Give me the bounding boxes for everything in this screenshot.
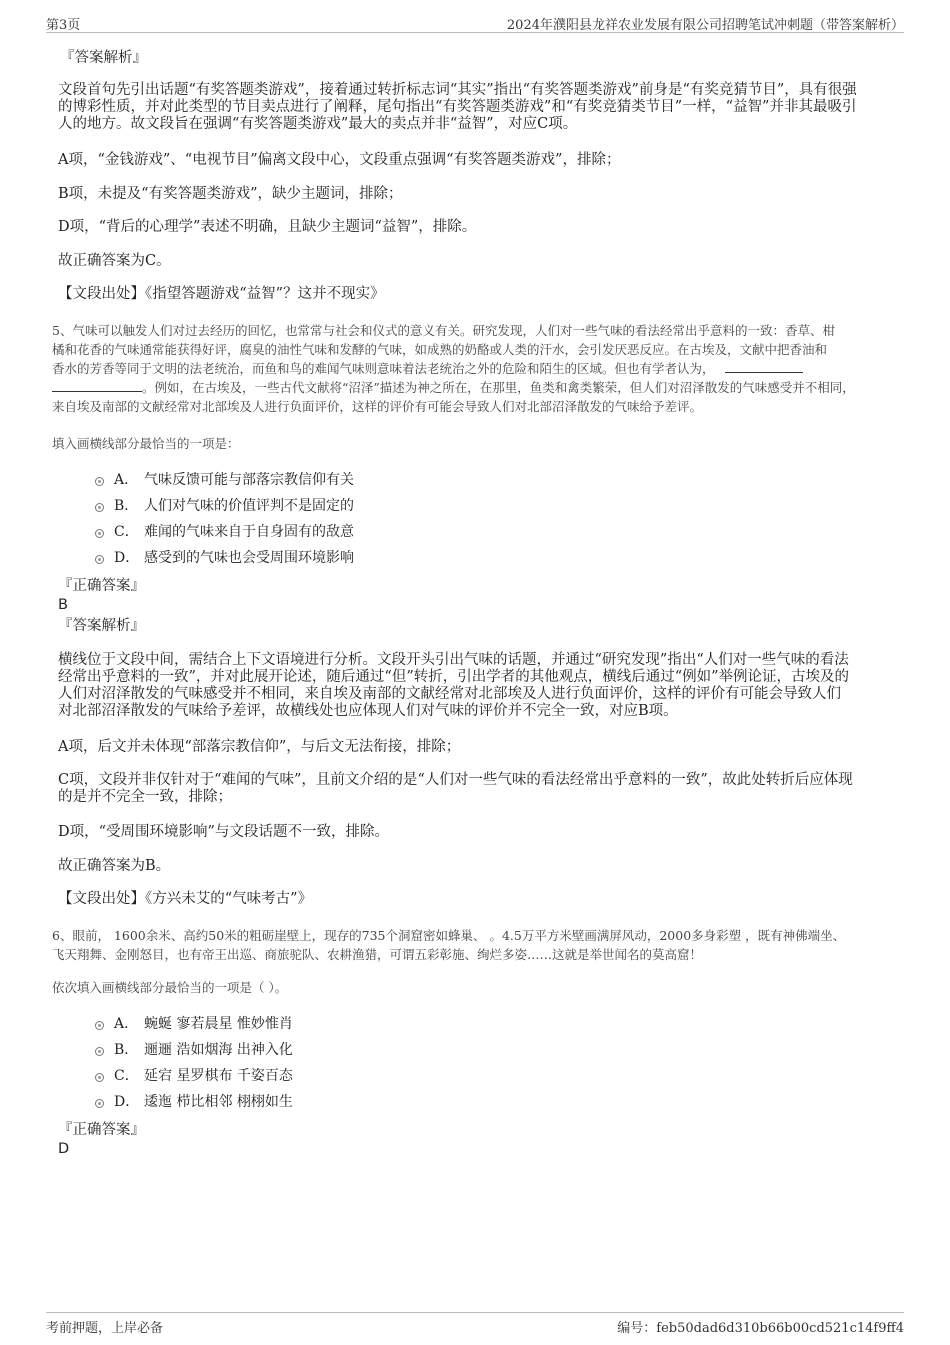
text-line: 的博彩性质，并对此类型的节目卖点进行了阐释，尾句指出“有奖答题类游戏”和“有奖竞猜类节目”一样，“益智”并非其最吸引 bbox=[58, 99, 857, 115]
fill-blank bbox=[52, 379, 142, 392]
fill-blank bbox=[725, 360, 803, 373]
footer-slogan: 考前押题，上岸必备 bbox=[46, 1321, 164, 1336]
q4-analysis-label: 『答案解析』 bbox=[60, 50, 147, 66]
text-line: 香水的芳香等同于文明的法老统治，而鱼和鸟的难闻气味则意味着法老统治之外的危险和陌生的区域。但也有学者认为， bbox=[52, 359, 902, 378]
radio-icon[interactable] bbox=[95, 1073, 104, 1082]
text-line: 人们对沼泽散发的气味感受并不相同，来自埃及南部的文献经常对北部埃及人进行负面评价，这样的评价有可能会导致人们 bbox=[58, 686, 841, 702]
q5-stem bbox=[52, 321, 902, 416]
document-title: 2024年濮阳县龙祥农业发展有限公司招聘笔试冲刺题（带答案解析） bbox=[506, 18, 904, 33]
q5-option-d[interactable]: D． 感受到的气味也会受周围环境影响 bbox=[95, 547, 354, 569]
q4-source: 【文段出处】《指望答题游戏“益智”？这并不现实》 bbox=[58, 286, 385, 302]
radio-icon[interactable] bbox=[95, 1099, 104, 1108]
q5-option-a[interactable]: A． 气味反馈可能与部落宗教信仰有关 bbox=[95, 469, 354, 491]
q5-prompt: 填入画横线部分最恰当的一项是： bbox=[52, 436, 240, 451]
q6-option-a[interactable]: A． 蜿蜒 寥若晨星 惟妙惟肖 bbox=[95, 1013, 293, 1035]
radio-icon[interactable] bbox=[95, 1021, 104, 1030]
radio-icon[interactable] bbox=[95, 503, 104, 512]
q4-option-b-analysis: B项，未提及“有奖答题类游戏”，缺少主题词，排除； bbox=[58, 186, 403, 202]
q4-option-a-analysis: A项，“金钱游戏”、“电视节目”偏离文段中心，文段重点强调“有奖答题类游戏”，排除； bbox=[58, 152, 621, 168]
radio-icon[interactable] bbox=[95, 529, 104, 538]
text-line: 横线位于文段中间，需结合上下文语境进行分析。文段开头引出气味的话题，并通过“研究发现”指出“人们对一些气味的看法 bbox=[58, 652, 849, 668]
q6-stem bbox=[52, 926, 902, 964]
q5-conclusion: 故正确答案为B。 bbox=[58, 858, 171, 874]
q5-analysis-label: 『答案解析』 bbox=[58, 618, 145, 634]
text-line: 对北部沼泽散发的气味给予差评，故横线处也应体现人们对气味的评价并不完全一致，对应B项。 bbox=[58, 703, 678, 719]
text-line: 飞天翔舞、金刚怒目，也有帝王出巡、商旅驼队、农耕渔猎，可谓五彩彰施、绚烂多姿……这就是举世闻名的莫高窟！ bbox=[52, 947, 703, 962]
radio-icon[interactable] bbox=[95, 477, 104, 486]
text-line: C项，文段并非仅针对于“难闻的气味”，且前文介绍的是“人们对一些气味的看法经常出乎意料的一致”，故此处转折后应体现 bbox=[58, 772, 853, 788]
text-line: 经常出乎意料的一致”，并对此展开论述，随后通过“但”转折，引出学者的其他观点，横线后通过“例如”举例论证，古埃及的 bbox=[58, 669, 850, 685]
q4-conclusion: 故正确答案为C。 bbox=[58, 253, 171, 269]
q6-answer-label: 『正确答案』 bbox=[58, 1122, 145, 1138]
q5-source: 【文段出处】《方兴未艾的“气味考古”》 bbox=[58, 891, 313, 907]
q5-answer: B bbox=[58, 597, 68, 613]
q5-option-b[interactable]: B． 人们对气味的价值评判不是固定的 bbox=[95, 495, 354, 517]
text-line: 文段首句先引出话题“有奖答题类游戏”，接着通过转折标志词“其实”指出“有奖答题类游戏”前身是“有奖竞猜节目”，具有很强 bbox=[58, 82, 857, 98]
text-line: 人的地方。故文段旨在强调“有奖答题类游戏”最大的卖点并非“益智”，对应C项。 bbox=[58, 116, 578, 132]
q6-option-b[interactable]: B． 逦逦 浩如烟海 出神入化 bbox=[95, 1039, 293, 1061]
text-line: 橘和花香的气味通常能获得好评，腐臭的油性气味和发酵的气味，如成熟的奶酪或人类的汗水，会引发厌恶反应。在古埃及，文献中把香油和 bbox=[52, 342, 828, 357]
text-line: 来自埃及南部的文献经常对北部埃及人进行负面评价，这样的评价有可能会导致人们对北部沼泽散发的气味给予差评。 bbox=[52, 399, 703, 414]
page-footer bbox=[46, 1312, 904, 1337]
text-line: 5、气味可以触发人们对过去经历的回忆，也常常与社会和仪式的意义有关。研究发现，人们对一些气味的看法经常出乎意料的一致：香草、柑 bbox=[52, 323, 835, 338]
q6-answer: D bbox=[58, 1141, 70, 1157]
q4-option-d-analysis: D项，“背后的心理学”表述不明确，且缺少主题词“益智”，排除。 bbox=[58, 219, 477, 235]
page-number: 第3页 bbox=[46, 18, 81, 33]
q5-analysis-paragraph bbox=[58, 652, 908, 720]
q5-option-c-analysis bbox=[58, 772, 908, 806]
q6-option-c[interactable]: C． 延宕 星罗棋布 千姿百态 bbox=[95, 1065, 293, 1087]
q6-option-d[interactable]: D． 逶迤 栉比相邻 栩栩如生 bbox=[95, 1091, 293, 1113]
q4-analysis-paragraph bbox=[58, 82, 908, 133]
q5-option-a-analysis: A项，后文并未体现“部落宗教信仰”，与后文无法衔接，排除； bbox=[58, 739, 461, 755]
q5-option-c[interactable]: C． 难闻的气味来自于自身固有的敌意 bbox=[95, 521, 354, 543]
document-id: 编号：feb50dad6d310b66b00cd521c14f9ff4 bbox=[617, 1321, 904, 1336]
text-line: 的是并不完全一致，排除； bbox=[58, 789, 232, 805]
text-line: 。例如，在古埃及，一些古代文献将“沼泽”描述为神之所在，在那里，鱼类和禽类繁荣，但人们对沼泽散发的气味感受并不相同， bbox=[52, 378, 902, 397]
q6-prompt: 依次填入画横线部分最恰当的一项是（ ）。 bbox=[52, 980, 288, 995]
page-header bbox=[46, 12, 904, 33]
radio-icon[interactable] bbox=[95, 1047, 104, 1056]
text-line: 6、眼前， 1600余米、高约50米的粗砺崖壁上，现存的735个洞窟密如蜂巢、 。4.5万平方米壁画满屏风动，2000多身彩塑 ，既有神佛端坐、 bbox=[52, 928, 846, 943]
q5-option-d-analysis: D项，“受周围环境影响”与文段话题不一致，排除。 bbox=[58, 824, 389, 840]
radio-icon[interactable] bbox=[95, 555, 104, 564]
q5-answer-label: 『正确答案』 bbox=[58, 578, 145, 594]
